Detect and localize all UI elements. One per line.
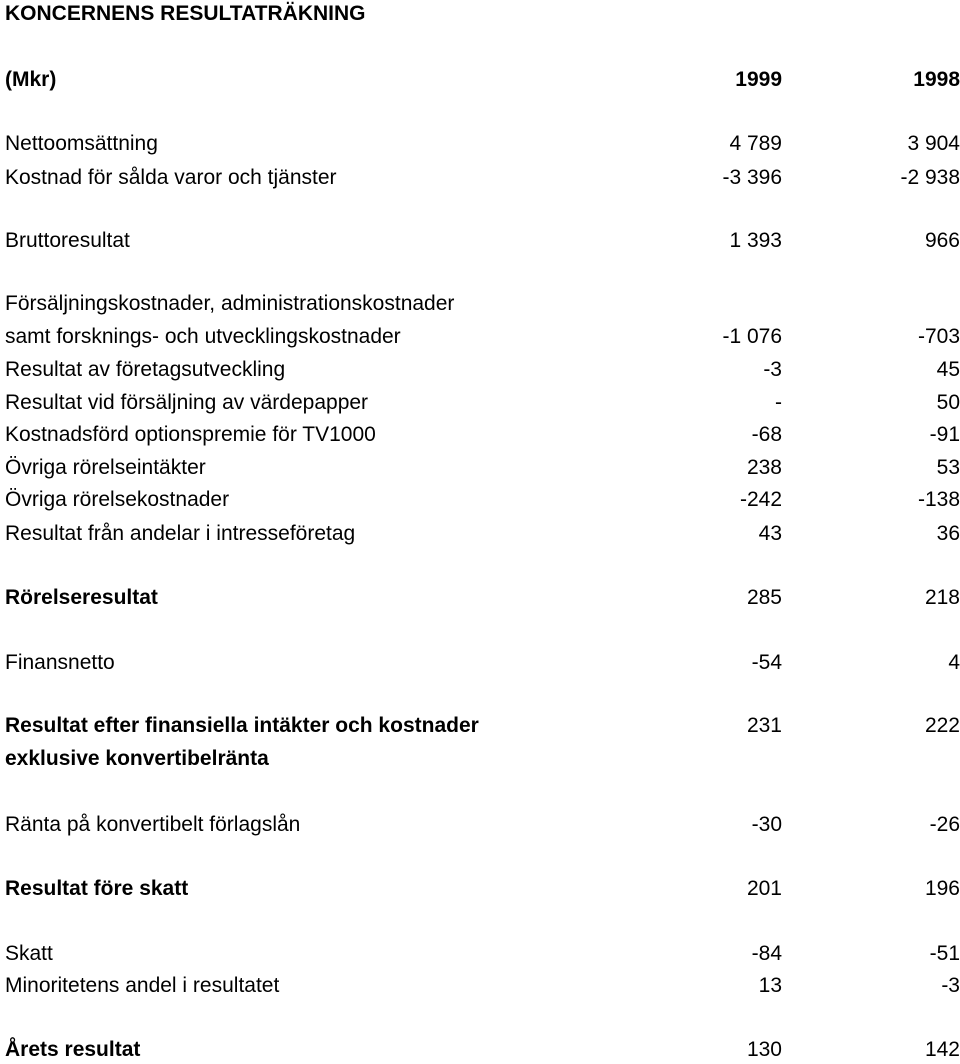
row-label: Resultat efter finansiella intäkter och kostnader <box>5 714 479 737</box>
row-label: exklusive konvertibelränta <box>5 747 269 770</box>
page-title: KONCERNENS RESULTATRÄKNING <box>5 2 366 25</box>
row-ranta-konvertibelt <box>5 811 960 839</box>
row-vardepapper <box>5 389 960 417</box>
row-label: Kostnadsförd optionspremie för TV1000 <box>5 423 376 446</box>
row-label: Finansnetto <box>5 651 115 674</box>
row-label: Resultat från andelar i intresseföretag <box>5 522 356 545</box>
row-foretagsutveckling <box>5 356 960 384</box>
row-label: Försäljningskostnader, administrationskostnader <box>5 292 455 315</box>
row-label: Resultat vid försäljning av värdepapper <box>5 391 369 414</box>
unit-label: (Mkr) <box>5 68 57 91</box>
value-1999: 130 <box>746 1038 782 1061</box>
value-1999: -3 <box>763 358 782 381</box>
value-1999: 285 <box>746 586 782 609</box>
row-label: Nettoomsättning <box>5 132 158 155</box>
value-1998: 218 <box>924 586 960 609</box>
value-1998: 36 <box>936 522 960 545</box>
row-forsaljningskostnader <box>5 290 960 318</box>
value-1998: 966 <box>924 229 960 252</box>
row-ovriga-rorelseintakter <box>5 454 960 482</box>
row-label: Rörelseresultat <box>5 586 158 609</box>
row-kostnad-salda-varor <box>5 164 960 192</box>
row-bruttoresultat <box>5 227 960 255</box>
row-finansnetto <box>5 649 960 677</box>
value-1999: -54 <box>751 651 782 674</box>
year-1999-header: 1999 <box>735 68 782 91</box>
value-1998: -703 <box>917 325 960 348</box>
value-1998: 53 <box>936 456 960 479</box>
row-exklusive-konvertibelranta <box>5 745 960 773</box>
value-1998: -26 <box>929 813 960 836</box>
row-resultat-fore-skatt <box>5 875 960 903</box>
value-1999: 43 <box>758 522 782 545</box>
row-forsknings-utveckling <box>5 323 960 351</box>
row-label: Årets resultat <box>5 1038 141 1061</box>
row-optionspremie <box>5 421 960 449</box>
row-label: Kostnad för sålda varor och tjänster <box>5 166 337 189</box>
row-label: Ränta på konvertibelt förlagslån <box>5 813 301 836</box>
row-label: Övriga rörelseintäkter <box>5 456 206 479</box>
row-intresseforetag <box>5 520 960 548</box>
value-1998: 50 <box>936 391 960 414</box>
value-1999: -68 <box>751 423 782 446</box>
value-1999: 13 <box>758 974 782 997</box>
value-1999: 231 <box>746 714 782 737</box>
row-label: Minoritetens andel i resultatet <box>5 974 280 997</box>
value-1998: 142 <box>924 1038 960 1061</box>
row-label: Övriga rörelsekostnader <box>5 488 230 511</box>
value-1999: -1 076 <box>722 325 782 348</box>
year-1998-header: 1998 <box>913 68 960 91</box>
value-1999: 238 <box>746 456 782 479</box>
value-1998: -3 <box>941 974 960 997</box>
value-1999: 4 789 <box>729 132 782 155</box>
row-ovriga-rorelsekostnader <box>5 486 960 514</box>
value-1999: -84 <box>751 942 782 965</box>
value-1998: 4 <box>948 651 960 674</box>
row-label: Skatt <box>5 942 53 965</box>
value-1999: -242 <box>739 488 782 511</box>
row-skatt <box>5 940 960 968</box>
table-header <box>5 66 960 94</box>
row-rorelseresultat <box>5 584 960 612</box>
value-1999: -30 <box>751 813 782 836</box>
value-1998: 196 <box>924 877 960 900</box>
value-1999: 1 393 <box>729 229 782 252</box>
row-minoritetens-andel <box>5 972 960 1000</box>
value-1998: -138 <box>917 488 960 511</box>
row-label: Resultat före skatt <box>5 877 189 900</box>
row-label: Resultat av företagsutveckling <box>5 358 286 381</box>
value-1998: 3 904 <box>907 132 960 155</box>
value-1998: -2 938 <box>900 166 960 189</box>
row-label: Bruttoresultat <box>5 229 130 252</box>
value-1999: -3 396 <box>722 166 782 189</box>
value-1999: - <box>775 391 782 414</box>
row-resultat-efter-finansiella <box>5 712 960 740</box>
value-1998: 45 <box>936 358 960 381</box>
row-label: samt forsknings- och utvecklingskostnader <box>5 325 401 348</box>
value-1998: -51 <box>929 942 960 965</box>
value-1999: 201 <box>746 877 782 900</box>
value-1998: -91 <box>929 423 960 446</box>
row-nettoomsattning <box>5 130 960 158</box>
value-1998: 222 <box>924 714 960 737</box>
